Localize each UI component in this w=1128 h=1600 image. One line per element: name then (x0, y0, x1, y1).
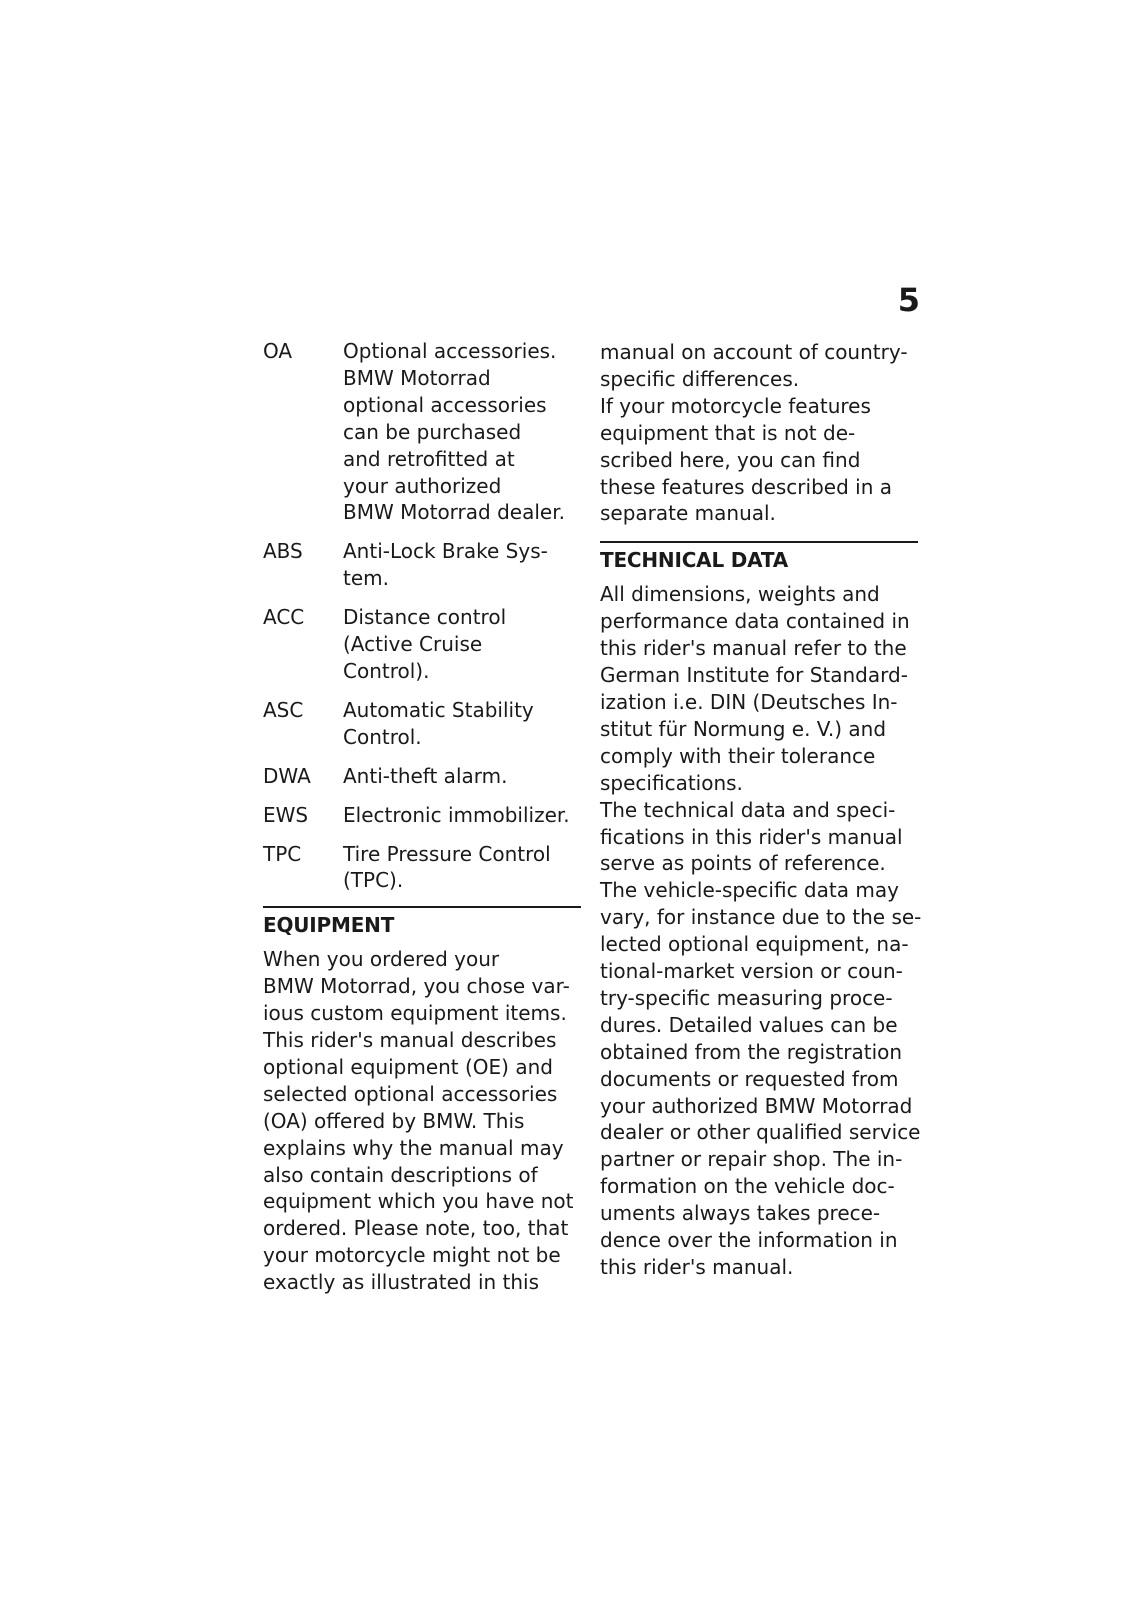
text-line: Control). (343, 658, 430, 683)
equipment-paragraph (263, 946, 581, 1296)
text-line: stitut für Normung e. V.) and (600, 716, 887, 741)
text-line: Tire Pressure Control (343, 841, 551, 866)
text-line: German Institute for Standard- (600, 663, 908, 688)
text-line: uments always takes prece- (600, 1201, 881, 1226)
abbreviation-definition (343, 538, 581, 592)
abbreviation-item (263, 697, 581, 751)
text-line: BMW Motorrad (343, 365, 491, 390)
text-line: BMW Motorrad, you chose var- (263, 974, 570, 999)
text-line: The technical data and speci- (600, 797, 896, 822)
text-line: dence over the information in (600, 1228, 898, 1253)
text-line: If your motorcycle features (600, 393, 871, 418)
text-line: Electronic immobilizer. (343, 802, 570, 827)
text-line: partner or repair shop. The in- (600, 1147, 903, 1172)
text-line: manual on account of country- (600, 340, 908, 364)
text-line: (Active Cruise (343, 632, 483, 657)
abbreviation-definition (343, 604, 581, 685)
abbreviation-term: TPC (263, 841, 302, 866)
text-line: (OA) offered by BMW. This (263, 1108, 525, 1133)
text-line: (TPC). (343, 868, 404, 893)
text-line: Optional accessories. (343, 339, 557, 363)
text-line: separate manual. (600, 501, 776, 526)
text-line: specific differences. (600, 366, 800, 391)
text-line: equipment which you have not (263, 1189, 574, 1214)
text-line: also contain descriptions of (263, 1162, 538, 1187)
text-line: documents or requested from (600, 1066, 899, 1091)
text-line: your authorized (343, 473, 502, 498)
abbreviation-term: DWA (263, 763, 311, 788)
text-line: formation on the vehicle doc- (600, 1174, 895, 1199)
abbreviation-item (263, 338, 581, 526)
abbreviation-item (263, 763, 581, 790)
text-line: obtained from the registration (600, 1039, 903, 1064)
abbreviation-definition (343, 763, 581, 790)
abbreviation-list (263, 338, 581, 894)
text-line: dures. Detailed values can be (600, 1012, 898, 1037)
page-number: 5 (897, 281, 920, 319)
text-line: comply with their tolerance (600, 743, 876, 768)
text-line: scribed here, you can find (600, 447, 861, 472)
text-line: performance data contained in (600, 609, 910, 634)
text-line: ization i.e. DIN (Deutsches In- (600, 689, 898, 714)
technical-data-paragraph (600, 581, 922, 1281)
section-divider (263, 906, 581, 908)
text-line: ordered. Please note, too, that (263, 1216, 569, 1241)
text-line: optional accessories (343, 392, 547, 417)
abbreviation-term: ACC (263, 605, 305, 630)
text-line: When you ordered your (263, 947, 500, 972)
text-line: these features described in a (600, 474, 892, 499)
text-line: specifications. (600, 770, 743, 795)
text-line: exactly as illustrated in this (263, 1270, 540, 1295)
section-heading-technical-data: TECHNICAL DATA (600, 548, 789, 573)
text-line: vary, for instance due to the se- (600, 905, 922, 930)
text-line: The vehicle-specific data may (600, 878, 899, 903)
text-line: optional equipment (OE) and (263, 1054, 553, 1079)
text-line: equipment that is not de- (600, 420, 856, 445)
text-line: Control. (343, 724, 422, 749)
text-line: All dimensions, weights and (600, 582, 880, 607)
right-column (600, 339, 922, 1281)
text-line: ious custom equipment items. (263, 1001, 567, 1026)
left-column (263, 338, 581, 1296)
abbreviation-item (263, 841, 581, 895)
text-line: lected optional equipment, na- (600, 932, 909, 957)
text-line: explains why the manual may (263, 1135, 564, 1160)
text-line: Anti-theft alarm. (343, 763, 508, 788)
text-line: selected optional accessories (263, 1081, 558, 1106)
text-line: try-specific measuring proce- (600, 985, 893, 1010)
text-line: BMW Motorrad dealer. (343, 500, 565, 525)
abbreviation-term: EWS (263, 802, 309, 827)
text-line: this rider's manual refer to the (600, 636, 907, 661)
text-line: your authorized BMW Motorrad (600, 1093, 913, 1118)
abbreviation-definition (343, 338, 581, 526)
text-line: dealer or other qualified service (600, 1120, 921, 1145)
abbreviation-definition (343, 697, 581, 751)
text-line: this rider's manual. (600, 1255, 794, 1279)
text-line: tional-market version or coun- (600, 959, 903, 984)
section-heading-equipment: EQUIPMENT (263, 913, 395, 938)
text-line: your motorcycle might not be (263, 1243, 561, 1268)
text-line: fications in this rider's manual (600, 824, 903, 849)
section-divider (600, 541, 918, 543)
text-line: Anti-Lock Brake Sys- (343, 539, 548, 564)
abbreviation-term: ASC (263, 697, 304, 722)
abbreviation-item (263, 604, 581, 685)
abbreviation-term: OA (263, 339, 293, 363)
text-line: serve as points of reference. (600, 851, 886, 876)
text-line: This rider's manual describes (263, 1028, 557, 1053)
abbreviation-item (263, 802, 581, 829)
abbreviation-definition (343, 841, 581, 895)
equipment-paragraph-continued (600, 339, 918, 527)
text-line: Automatic Stability (343, 697, 534, 722)
text-line: tem. (343, 566, 389, 591)
abbreviation-item (263, 538, 581, 592)
abbreviation-term: ABS (263, 539, 303, 564)
text-line: Distance control (343, 605, 507, 630)
text-line: and retrofitted at (343, 446, 515, 471)
abbreviation-definition (343, 802, 581, 829)
text-line: can be purchased (343, 419, 522, 444)
